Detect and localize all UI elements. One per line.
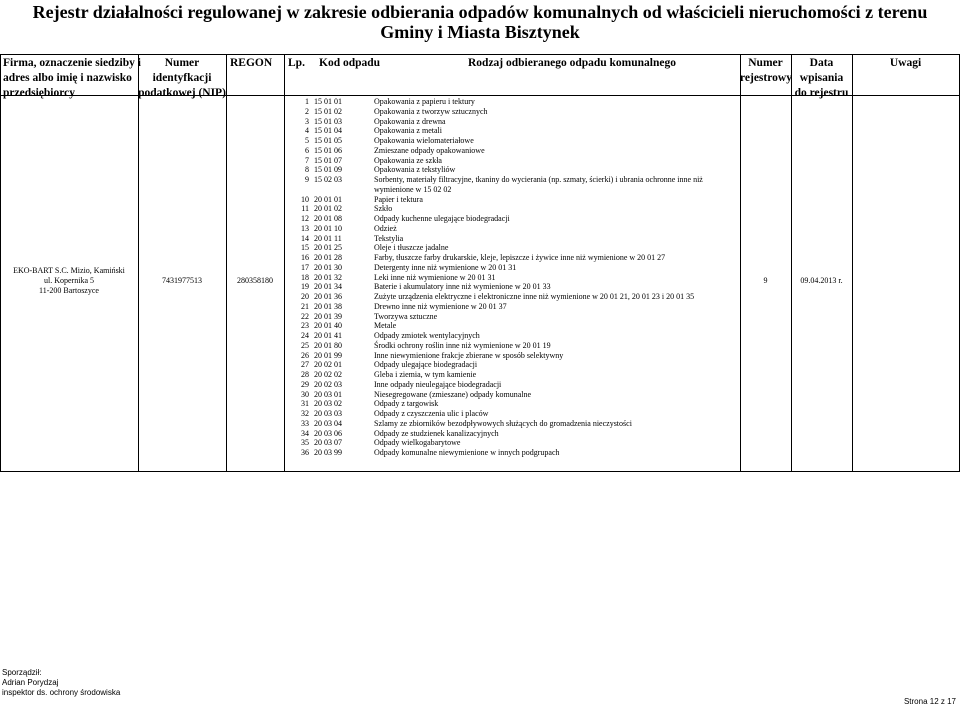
row-number: 5 [305, 136, 309, 145]
waste-code: 20 03 07 [314, 438, 342, 448]
waste-description: Gleba i ziemia, w tym kamienie [374, 370, 477, 379]
waste-code: 15 01 03 [314, 116, 342, 126]
table-row [0, 351, 960, 361]
row-number: 33 [301, 418, 309, 428]
waste-code: 20 03 02 [314, 399, 342, 409]
footer-role: inspektor ds. ochrony środowiska [2, 687, 121, 697]
waste-code: 15 01 07 [314, 155, 342, 165]
table-row [0, 204, 960, 214]
waste-list [0, 97, 960, 458]
header-data: Data wpisania do rejestru [794, 57, 849, 99]
table-row [0, 321, 960, 331]
table-row [0, 243, 960, 253]
waste-description: Opakowania z tekstyliów [374, 165, 456, 175]
waste-code: 15 01 04 [314, 126, 342, 136]
waste-code: 20 03 04 [314, 418, 342, 428]
header-regon: REGON [230, 57, 273, 69]
row-number: 2 [305, 106, 309, 116]
waste-description: Odpady z czyszczenia ulic i placów [374, 409, 489, 418]
waste-description: Szlamy ze zbiorników bezodpływowych służących do gromadzenia nieczystości [374, 418, 632, 428]
waste-description: Opakowania z drewna [374, 116, 446, 126]
row-number: 14 [301, 233, 309, 243]
waste-description: Opakowania z metali [374, 126, 442, 136]
waste-description: Leki inne niż wymienione w 20 01 31 [374, 272, 496, 282]
table-row [0, 195, 960, 205]
waste-code: 20 02 01 [314, 360, 342, 370]
waste-code: 20 01 01 [314, 194, 342, 204]
table-row [0, 165, 960, 175]
waste-description: Inne odpady nieulegające biodegradacji [374, 379, 502, 389]
regon-value: 280358180 [237, 276, 273, 285]
row-number: 17 [301, 262, 309, 272]
waste-description: Zużyte urządzenia elektryczne i elektroniczne inne niż wymienione w 20 01 21, 20 01 23 i 20 01 35 [374, 292, 695, 301]
waste-code: 20 03 03 [314, 409, 342, 418]
row-number: 12 [301, 214, 309, 223]
table-row [0, 126, 960, 136]
entry-date-value: 09.04.2013 r. [800, 276, 843, 285]
table-row [0, 263, 960, 273]
waste-code: 20 03 99 [314, 448, 342, 457]
footer-label: Sporządził: [2, 668, 42, 677]
row-number: 15 [301, 243, 309, 253]
table-row [0, 156, 960, 166]
page-number: Strona 12 z 17 [903, 697, 956, 706]
table-row [0, 438, 960, 448]
waste-code: 20 01 08 [314, 214, 342, 223]
row-number: 4 [305, 126, 309, 136]
row-number: 6 [305, 145, 309, 155]
waste-description: Detergenty inne niż wymienione w 20 01 31 [374, 262, 517, 272]
header-kod: Kod odpadu [319, 57, 381, 69]
waste-description: Farby, tłuszcze farby drukarskie, kleje, lepiszcze i żywice inne niż wymienione w 20 01 27 [374, 253, 666, 262]
row-number: 9 [305, 175, 309, 184]
waste-code: 20 01 11 [314, 233, 342, 243]
table-row [0, 107, 960, 117]
title-line-2: Gminy i Miasta Bisztynek [380, 22, 580, 42]
waste-code: 20 01 40 [314, 321, 342, 331]
row-number: 34 [301, 428, 309, 438]
waste-code: 15 01 05 [314, 136, 342, 145]
table-row [0, 360, 960, 370]
waste-description: Sorbenty, materiały filtracyjne, tkaniny do wycierania (np. szmaty, ścierki) i ubrania ochronne inne niż wymienione w 15 02 02 [374, 175, 703, 194]
waste-description: Tekstylia [374, 233, 404, 243]
row-number: 1 [305, 97, 309, 106]
header-lp: Lp. [288, 57, 305, 69]
waste-code: 20 01 25 [314, 243, 342, 253]
row-number: 28 [301, 370, 309, 379]
table-row [0, 224, 960, 234]
waste-code: 20 01 39 [314, 311, 342, 321]
waste-code: 20 01 80 [314, 340, 342, 350]
row-number: 7 [305, 155, 309, 165]
waste-description: Drewno inne niż wymienione w 20 01 37 [374, 301, 507, 311]
table-row [0, 175, 960, 195]
waste-description: Opakowania z tworzyw sztucznych [374, 106, 488, 116]
waste-description: Odpady komunalne niewymienione w innych podgrupach [374, 448, 560, 457]
waste-code: 20 02 02 [314, 370, 342, 379]
title-line-1: Rejestr działalności regulowanej w zakresie odbierania odpadów komunalnych od właścicieli nieruchomości z terenu [32, 2, 928, 22]
row-number: 3 [305, 116, 309, 126]
header-top-rule [0, 54, 960, 55]
waste-description: Odpady zmiotek wentylacyjnych [374, 331, 480, 340]
table-row [0, 419, 960, 429]
table-row [0, 117, 960, 127]
table-row [0, 136, 960, 146]
waste-description: Zmieszane odpady opakowaniowe [374, 145, 485, 155]
waste-description: Oleje i tłuszcze jadalne [374, 243, 449, 253]
footer-signature [2, 668, 120, 697]
waste-code: 20 01 99 [314, 350, 342, 360]
row-number: 25 [301, 340, 309, 350]
table-row [0, 370, 960, 380]
waste-description: Opakowania wielomateriałowe [374, 136, 474, 145]
row-number: 29 [301, 379, 309, 389]
table-row [0, 331, 960, 341]
waste-description: Szkło [374, 204, 393, 214]
waste-code: 20 02 03 [314, 379, 342, 389]
table-row [0, 409, 960, 419]
table-row [0, 448, 960, 458]
waste-code: 20 03 01 [314, 389, 342, 399]
table-row [0, 282, 960, 292]
waste-code: 20 01 34 [314, 282, 342, 292]
row-number: 22 [301, 311, 309, 321]
row-number: 20 [301, 292, 309, 301]
registry-number-value: 9 [763, 276, 768, 285]
waste-code: 15 01 01 [314, 97, 342, 106]
table-row [0, 399, 960, 409]
waste-code: 15 01 02 [314, 106, 342, 116]
header-rodzaj: Rodzaj odbieranego odpadu komunalnego [468, 57, 676, 69]
header-nip: Numer identyfkacji podatkowej (NIP) [138, 57, 226, 99]
row-number: 31 [301, 399, 309, 409]
row-number: 8 [305, 165, 309, 175]
waste-description: Odpady ze studzienek kanalizacyjnych [374, 428, 499, 438]
waste-description: Odzież [374, 223, 397, 233]
company-street: ul. Kopernika 5 [44, 275, 94, 285]
waste-description: Papier i tektura [374, 194, 423, 204]
table-bottom-rule [0, 471, 960, 472]
waste-code: 20 01 32 [314, 272, 342, 282]
header-numer: Numer rejestrowy [740, 57, 792, 84]
waste-code: 20 01 36 [314, 292, 342, 301]
waste-code: 20 01 41 [314, 331, 342, 340]
nip-value: 7431977513 [162, 276, 202, 285]
waste-description: Opakowania z papieru i tektury [374, 97, 475, 106]
header-uwagi: Uwagi [889, 57, 922, 69]
row-number: 18 [301, 272, 309, 282]
waste-description: Opakowania ze szkła [374, 155, 442, 165]
table-row [0, 273, 960, 283]
table-row [0, 292, 960, 302]
row-number: 30 [301, 389, 309, 399]
waste-description: Tworzywa sztuczne [374, 311, 438, 321]
table-row [0, 390, 960, 400]
row-number: 24 [301, 331, 309, 340]
header-firma: Firma, oznaczenie siedziby i adres albo imię i nazwisko przedsiębiorcy [3, 57, 141, 99]
waste-code: 20 01 10 [314, 223, 342, 233]
waste-description: Odpady kuchenne ulegające biodegradacji [374, 214, 510, 223]
waste-code: 20 01 28 [314, 253, 342, 262]
table-row [0, 429, 960, 439]
table-row [0, 341, 960, 351]
waste-description: Odpady z targowisk [374, 399, 439, 409]
row-number: 11 [301, 204, 309, 214]
table-row [0, 97, 960, 107]
waste-code: 15 01 06 [314, 145, 342, 155]
waste-code: 15 01 09 [314, 165, 342, 175]
row-number: 26 [301, 350, 309, 360]
table-row [0, 214, 960, 224]
waste-code: 20 03 06 [314, 428, 342, 438]
waste-description: Środki ochrony roślin inne niż wymienione w 20 01 19 [374, 340, 551, 350]
waste-description: Odpady wielkogabarytowe [374, 438, 461, 448]
waste-code: 20 01 02 [314, 204, 342, 214]
table-row [0, 234, 960, 244]
table-row [0, 253, 960, 263]
row-number: 23 [301, 321, 309, 331]
row-number: 16 [301, 253, 309, 262]
row-number: 13 [301, 223, 309, 233]
row-number: 27 [301, 360, 309, 370]
waste-code: 20 01 30 [314, 262, 342, 272]
waste-description: Inne niewymienione frakcje zbierane w sposób selektywny [374, 350, 564, 360]
company-name: EKO-BART S.C. Mizio, Kamiński [13, 266, 125, 275]
row-number: 10 [301, 194, 309, 204]
row-number: 35 [301, 438, 309, 448]
table-row [0, 146, 960, 156]
row-number: 21 [301, 301, 309, 311]
row-number: 32 [301, 409, 309, 418]
table-row [0, 302, 960, 312]
waste-description: Odpady ulegające biodegradacji [374, 360, 478, 370]
waste-description: Metale [374, 321, 397, 331]
waste-code: 20 01 38 [314, 301, 342, 311]
waste-description: Baterie i akumulatory inne niż wymienione w 20 01 33 [374, 282, 551, 292]
table-row [0, 380, 960, 390]
footer-name: Adrian Porydzaj [2, 677, 59, 687]
waste-description: Niesegregowane (zmieszane) odpady komunalne [374, 389, 532, 399]
company-city: 11-200 Bartoszyce [39, 285, 99, 295]
row-number: 19 [301, 282, 309, 292]
row-number: 36 [301, 448, 309, 457]
table-row [0, 312, 960, 322]
waste-code: 15 02 03 [314, 175, 342, 184]
